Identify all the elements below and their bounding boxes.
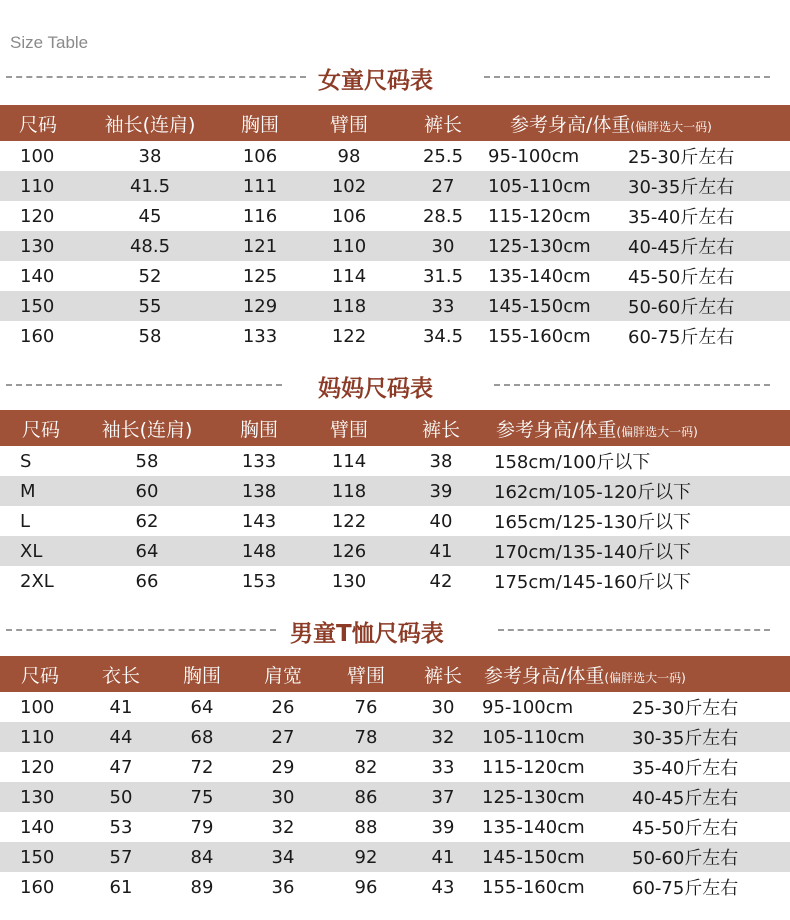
value-cell: 26 <box>242 692 324 722</box>
value-cell: 84 <box>162 842 242 872</box>
value-cell: 106 <box>224 141 296 171</box>
value-cell: 41.5 <box>76 171 224 201</box>
size-cell: 140 <box>0 812 80 842</box>
table-row <box>0 231 790 261</box>
value-cell: 155-160cm <box>484 321 624 351</box>
value-cell: 111 <box>224 171 296 201</box>
value-cell: 72 <box>162 752 242 782</box>
header-reference-note: (偏胖选大一码) <box>630 119 712 134</box>
value-cell: 35-40斤左右 <box>624 201 790 231</box>
value-cell: 30 <box>408 692 478 722</box>
value-cell: 64 <box>82 536 212 566</box>
header-cell: 袖长(连肩) <box>76 105 224 141</box>
value-cell: 31.5 <box>402 261 484 291</box>
size-cell: 160 <box>0 321 76 351</box>
header-cell: 袖长(连肩) <box>82 410 212 446</box>
header-cell: 尺码 <box>0 410 82 446</box>
size-cell: 130 <box>0 231 76 261</box>
divider-left <box>6 76 306 78</box>
value-cell: 30-35斤左右 <box>628 722 790 752</box>
value-cell: 40-45斤左右 <box>624 231 790 261</box>
value-cell: 28.5 <box>402 201 484 231</box>
table-row <box>0 506 790 536</box>
value-cell: 35-40斤左右 <box>628 752 790 782</box>
value-cell: 32 <box>408 722 478 752</box>
caption: Size Table <box>10 33 89 52</box>
value-cell: 82 <box>324 752 408 782</box>
value-cell: 44 <box>80 722 162 752</box>
value-cell: 122 <box>296 321 402 351</box>
value-cell: 45-50斤左右 <box>624 261 790 291</box>
value-cell: 30-35斤左右 <box>624 171 790 201</box>
size-cell: 140 <box>0 261 76 291</box>
header-reference-note: (偏胖选大一码) <box>616 424 698 439</box>
value-cell: 60-75斤左右 <box>628 872 790 902</box>
table-title: 妈妈尺码表 <box>318 376 433 402</box>
value-cell: 32 <box>242 812 324 842</box>
value-cell: 153 <box>212 566 306 596</box>
value-cell: 25.5 <box>402 141 484 171</box>
header-cell: 胸围 <box>212 410 306 446</box>
value-cell: 78 <box>324 722 408 752</box>
value-cell: 115-120cm <box>484 201 624 231</box>
value-cell: 29 <box>242 752 324 782</box>
value-cell: 118 <box>306 476 392 506</box>
value-cell: 34 <box>242 842 324 872</box>
value-cell: 133 <box>212 446 306 476</box>
size-cell: 150 <box>0 291 76 321</box>
value-cell: 58 <box>82 446 212 476</box>
value-cell: 27 <box>242 722 324 752</box>
table-row <box>0 722 790 752</box>
value-cell: 75 <box>162 782 242 812</box>
header-cell: 肩宽 <box>242 656 324 692</box>
value-cell: 38 <box>76 141 224 171</box>
value-cell: 55 <box>76 291 224 321</box>
header-reference-note: (偏胖选大一码) <box>604 670 686 685</box>
value-cell: 45-50斤左右 <box>628 812 790 842</box>
mom-size-table <box>0 410 790 596</box>
table-title: 女童尺码表 <box>318 68 433 94</box>
value-cell: 170cm/135-140斤以下 <box>490 536 790 566</box>
table-row <box>0 782 790 812</box>
value-cell: 95-100cm <box>484 141 624 171</box>
size-cell: 120 <box>0 201 76 231</box>
value-cell: 41 <box>408 842 478 872</box>
value-cell: 62 <box>82 506 212 536</box>
size-cell: XL <box>0 536 82 566</box>
divider-left <box>6 629 276 631</box>
value-cell: 37 <box>408 782 478 812</box>
header-row <box>0 105 790 141</box>
table-row <box>0 872 790 902</box>
header-reference-label: 参考身高/体重 <box>496 418 617 441</box>
size-cell: L <box>0 506 82 536</box>
divider-right <box>494 384 770 386</box>
size-cell: 120 <box>0 752 80 782</box>
value-cell: 25-30斤左右 <box>628 692 790 722</box>
value-cell: 50-60斤左右 <box>628 842 790 872</box>
value-cell: 61 <box>80 872 162 902</box>
size-cell: 110 <box>0 171 76 201</box>
value-cell: 129 <box>224 291 296 321</box>
table-row <box>0 321 790 351</box>
value-cell: 135-140cm <box>484 261 624 291</box>
value-cell: 47 <box>80 752 162 782</box>
header-cell: 臂围 <box>296 105 402 141</box>
header-cell: 裤长 <box>408 656 478 692</box>
boys-size-table <box>0 656 790 902</box>
value-cell: 102 <box>296 171 402 201</box>
table-row <box>0 446 790 476</box>
value-cell: 155-160cm <box>478 872 628 902</box>
header-cell: 尺码 <box>0 656 80 692</box>
header-cell: 臂围 <box>306 410 392 446</box>
header-reference-label: 参考身高/体重 <box>510 113 631 136</box>
size-cell: 110 <box>0 722 80 752</box>
value-cell: 116 <box>224 201 296 231</box>
table-row <box>0 171 790 201</box>
value-cell: 33 <box>408 752 478 782</box>
table-row <box>0 261 790 291</box>
value-cell: 115-120cm <box>478 752 628 782</box>
value-cell: 30 <box>242 782 324 812</box>
divider-left <box>6 384 282 386</box>
value-cell: 68 <box>162 722 242 752</box>
value-cell: 130 <box>306 566 392 596</box>
value-cell: 105-110cm <box>478 722 628 752</box>
value-cell: 110 <box>296 231 402 261</box>
table-row <box>0 566 790 596</box>
size-cell: S <box>0 446 82 476</box>
value-cell: 79 <box>162 812 242 842</box>
size-cell: 150 <box>0 842 80 872</box>
value-cell: 60 <box>82 476 212 506</box>
value-cell: 118 <box>296 291 402 321</box>
value-cell: 121 <box>224 231 296 261</box>
size-cell: 160 <box>0 872 80 902</box>
header-cell: 臂围 <box>324 656 408 692</box>
table-row <box>0 752 790 782</box>
table-title: 男童T恤尺码表 <box>290 621 444 647</box>
value-cell: 135-140cm <box>478 812 628 842</box>
value-cell: 125 <box>224 261 296 291</box>
value-cell: 66 <box>82 566 212 596</box>
value-cell: 42 <box>392 566 490 596</box>
header-cell: 胸围 <box>224 105 296 141</box>
value-cell: 57 <box>80 842 162 872</box>
header-cell: 尺码 <box>0 105 76 141</box>
value-cell: 34.5 <box>402 321 484 351</box>
value-cell: 88 <box>324 812 408 842</box>
table-row <box>0 812 790 842</box>
girls-size-table <box>0 105 790 351</box>
header-row <box>0 656 790 692</box>
value-cell: 25-30斤左右 <box>624 141 790 171</box>
header-cell: 裤长 <box>402 105 484 141</box>
size-cell: M <box>0 476 82 506</box>
section-title-mom <box>0 370 790 400</box>
value-cell: 138 <box>212 476 306 506</box>
divider-right <box>484 76 770 78</box>
table-row <box>0 842 790 872</box>
value-cell: 92 <box>324 842 408 872</box>
value-cell: 162cm/105-120斤以下 <box>490 476 790 506</box>
header-cell-reference <box>478 656 790 692</box>
value-cell: 36 <box>242 872 324 902</box>
value-cell: 122 <box>306 506 392 536</box>
table-row <box>0 291 790 321</box>
value-cell: 89 <box>162 872 242 902</box>
value-cell: 86 <box>324 782 408 812</box>
value-cell: 148 <box>212 536 306 566</box>
section-title-girls <box>0 62 790 92</box>
value-cell: 64 <box>162 692 242 722</box>
value-cell: 98 <box>296 141 402 171</box>
value-cell: 105-110cm <box>484 171 624 201</box>
value-cell: 106 <box>296 201 402 231</box>
value-cell: 114 <box>306 446 392 476</box>
divider-right <box>498 629 770 631</box>
table-row <box>0 201 790 231</box>
table-row <box>0 476 790 506</box>
value-cell: 52 <box>76 261 224 291</box>
table-body <box>0 446 790 596</box>
value-cell: 41 <box>80 692 162 722</box>
table-body <box>0 141 790 351</box>
value-cell: 48.5 <box>76 231 224 261</box>
value-cell: 125-130cm <box>484 231 624 261</box>
value-cell: 145-150cm <box>484 291 624 321</box>
header-reference-label: 参考身高/体重 <box>484 664 605 687</box>
header-cell: 衣长 <box>80 656 162 692</box>
value-cell: 58 <box>76 321 224 351</box>
section-title-boys <box>0 615 790 645</box>
value-cell: 158cm/100斤以下 <box>490 446 790 476</box>
value-cell: 39 <box>392 476 490 506</box>
value-cell: 33 <box>402 291 484 321</box>
value-cell: 38 <box>392 446 490 476</box>
value-cell: 165cm/125-130斤以下 <box>490 506 790 536</box>
table-row <box>0 536 790 566</box>
value-cell: 76 <box>324 692 408 722</box>
size-cell: 2XL <box>0 566 82 596</box>
header-cell: 裤长 <box>392 410 490 446</box>
value-cell: 96 <box>324 872 408 902</box>
size-cell: 100 <box>0 141 76 171</box>
value-cell: 175cm/145-160斤以下 <box>490 566 790 596</box>
value-cell: 30 <box>402 231 484 261</box>
value-cell: 60-75斤左右 <box>624 321 790 351</box>
value-cell: 40-45斤左右 <box>628 782 790 812</box>
value-cell: 143 <box>212 506 306 536</box>
size-cell: 100 <box>0 692 80 722</box>
value-cell: 43 <box>408 872 478 902</box>
header-cell: 胸围 <box>162 656 242 692</box>
header-cell-reference <box>484 105 790 141</box>
value-cell: 50 <box>80 782 162 812</box>
value-cell: 53 <box>80 812 162 842</box>
value-cell: 41 <box>392 536 490 566</box>
value-cell: 125-130cm <box>478 782 628 812</box>
header-cell-reference <box>490 410 790 446</box>
value-cell: 133 <box>224 321 296 351</box>
table-row <box>0 692 790 722</box>
value-cell: 50-60斤左右 <box>624 291 790 321</box>
size-cell: 130 <box>0 782 80 812</box>
value-cell: 114 <box>296 261 402 291</box>
value-cell: 126 <box>306 536 392 566</box>
table-row <box>0 141 790 171</box>
value-cell: 39 <box>408 812 478 842</box>
table-body <box>0 692 790 902</box>
value-cell: 27 <box>402 171 484 201</box>
value-cell: 145-150cm <box>478 842 628 872</box>
value-cell: 95-100cm <box>478 692 628 722</box>
header-row <box>0 410 790 446</box>
value-cell: 45 <box>76 201 224 231</box>
value-cell: 40 <box>392 506 490 536</box>
